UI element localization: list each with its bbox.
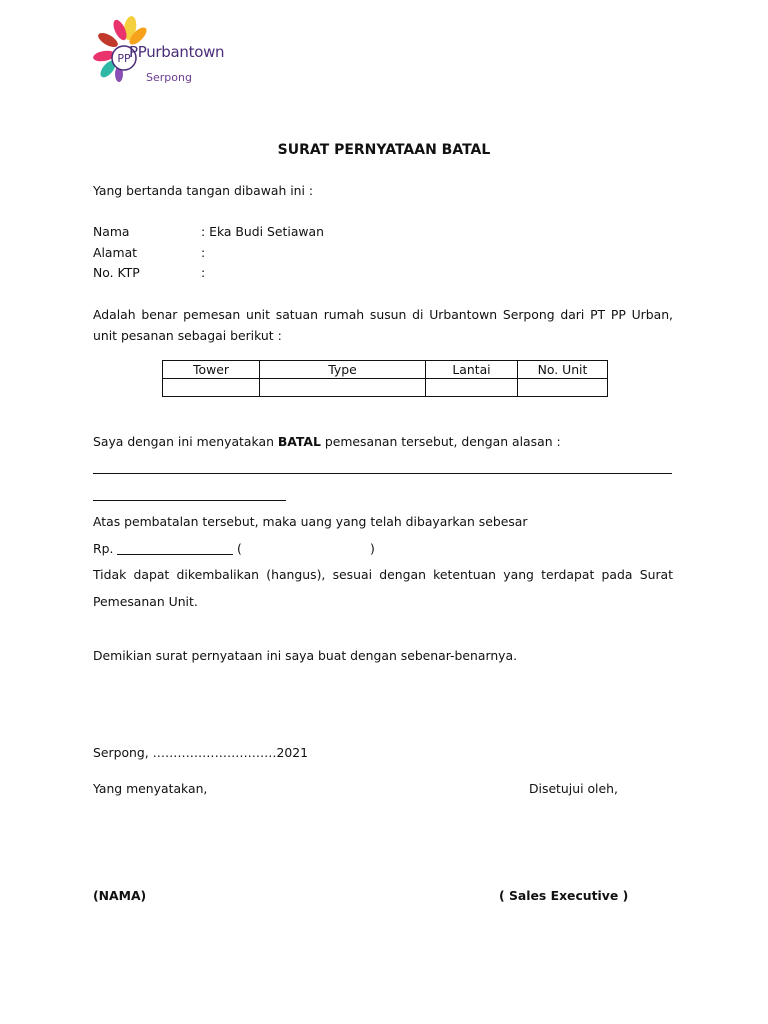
table-header-row — [163, 361, 608, 379]
reason-after: pemesanan tersebut, dengan alasan : — [320, 434, 561, 449]
field-label-alamat: Alamat — [93, 245, 138, 260]
table-row — [163, 379, 608, 397]
field-label-ktp: No. KTP — [93, 265, 140, 280]
reason-before: Saya dengan ini menyatakan — [93, 434, 278, 449]
reason-line-1 — [93, 473, 672, 474]
signature-right-label: Disetujui oleh, — [529, 781, 618, 796]
logo-subtitle: Serpong — [146, 71, 192, 84]
table-cell-tower — [163, 379, 260, 397]
field-value-ktp: : — [201, 265, 206, 280]
svg-text:PP: PP — [117, 52, 131, 65]
paragraph-non-refundable-end: Pemesanan Unit. — [93, 594, 198, 609]
unit-table — [162, 360, 608, 397]
place-date: Serpong, …………………………2021 — [93, 745, 309, 760]
table-cell-lantai — [426, 379, 518, 397]
paragraph-unit-intro: Adalah benar pemesan unit satuan rumah susun di Urbantown Serpong dari PT PP Urban, unit pesanan sebagai berikut : — [93, 307, 673, 343]
table-header-no-unit: No. Unit — [518, 361, 608, 379]
reason-bold: BATAL — [277, 434, 321, 449]
table-header-lantai: Lantai — [426, 361, 518, 379]
rp-prefix: Rp. — [93, 541, 114, 556]
rp-open-paren: ( — [237, 541, 242, 556]
document-title: SURAT PERNYATAAN BATAL — [277, 142, 491, 158]
table-cell-type — [260, 379, 426, 397]
field-value-alamat: : — [201, 245, 206, 260]
rp-close-paren: ) — [370, 541, 375, 556]
signature-left-label: Yang menyatakan, — [93, 781, 208, 796]
closing-text: Demikian surat pernyataan ini saya buat dengan sebenar-benarnya. — [93, 648, 518, 663]
field-value-nama: : Eka Budi Setiawan — [201, 224, 324, 239]
signature-right-name: ( Sales Executive ) — [499, 888, 629, 903]
table-cell-no-unit — [518, 379, 608, 397]
refund-text: Atas pembatalan tersebut, maka uang yang telah dibayarkan sebesar — [93, 514, 528, 529]
company-logo — [92, 14, 225, 90]
logo-wordmark: PPurbantown — [129, 43, 225, 61]
rp-amount-line — [117, 554, 233, 555]
intro-text: Yang bertanda tangan dibawah ini : — [93, 183, 314, 198]
signature-left-name: (NAMA) — [93, 888, 147, 903]
table-header-type: Type — [260, 361, 426, 379]
paragraph-non-refundable: Tidak dapat dikembalikan (hangus), sesuai dengan ketentuan yang terdapat pada Surat — [93, 567, 673, 582]
field-label-nama: Nama — [93, 224, 130, 239]
reason-text — [93, 434, 561, 449]
table-header-tower: Tower — [163, 361, 260, 379]
reason-line-2 — [93, 500, 286, 501]
